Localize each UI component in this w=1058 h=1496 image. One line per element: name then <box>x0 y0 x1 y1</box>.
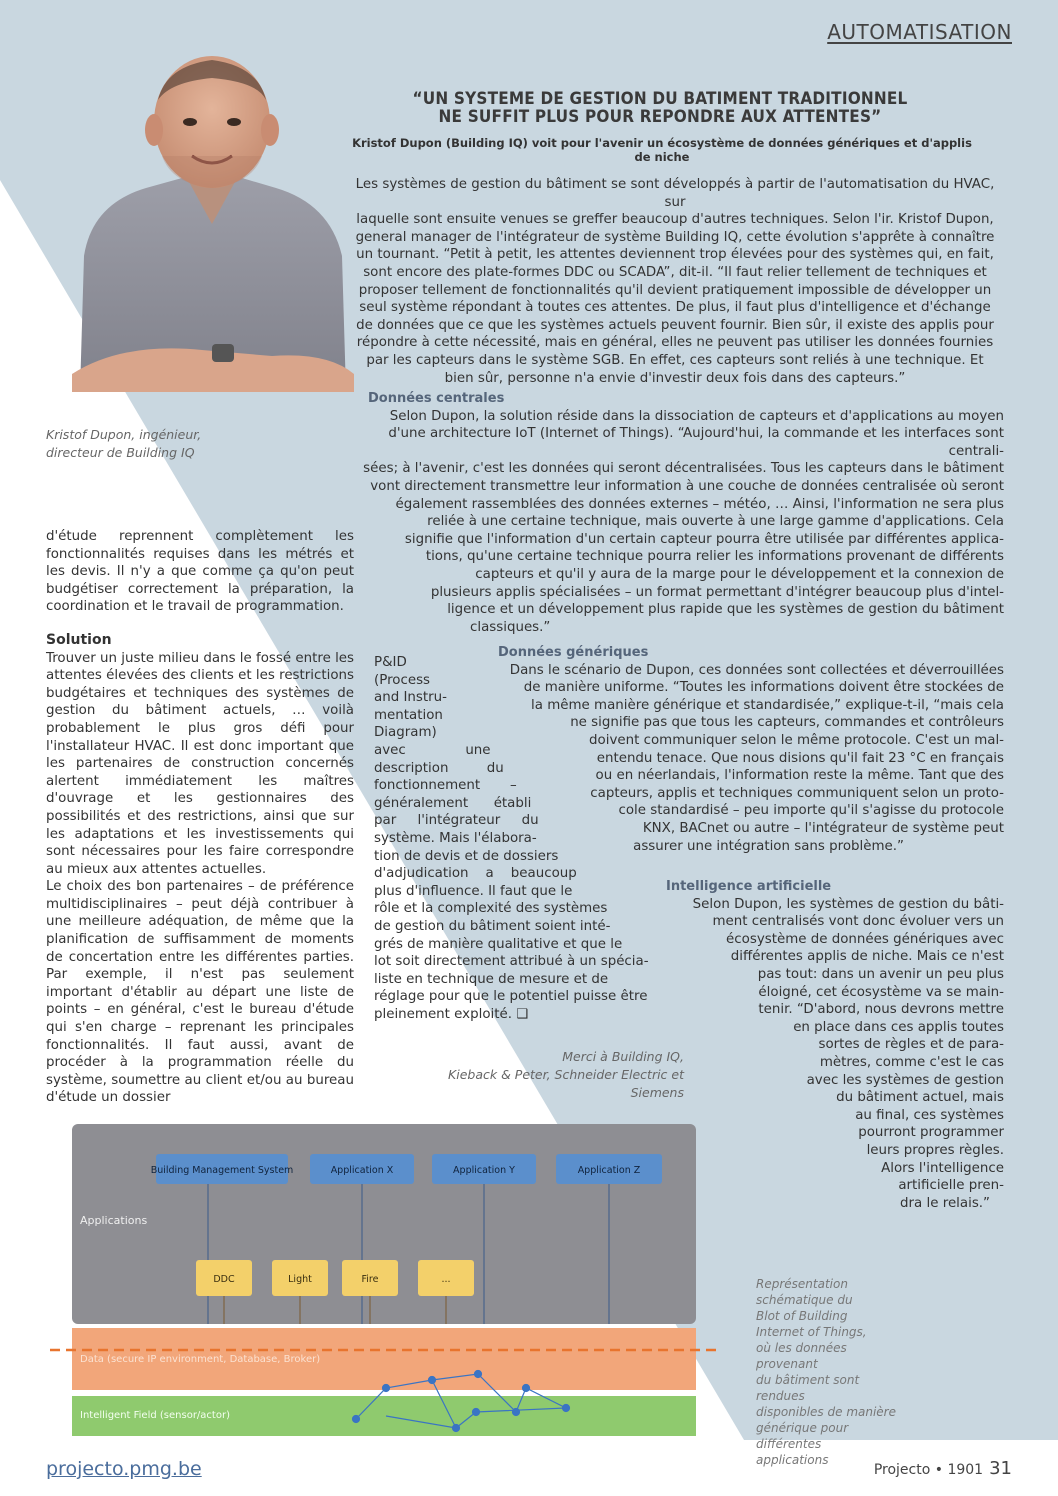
section-title: Solution <box>46 631 112 648</box>
data-layer-label: Data (secure IP environment, Database, Broker) <box>80 1354 321 1365</box>
section-title: Données génériques <box>498 645 649 660</box>
text-line: réglage pour que le potentiel puisse être <box>374 989 648 1005</box>
caption-line: du bâtiment sont rendues <box>756 1373 860 1403</box>
text-line: éloigné, cet écosystème va se main- <box>758 984 1004 1000</box>
section-title: Données centrales <box>368 391 505 406</box>
text-line: de manière uniforme. “Toutes les informations doivent être stockées de <box>523 680 1004 696</box>
thanks-line: Kieback & Peter, Schneider Electric et Siemens <box>448 1067 684 1100</box>
thanks-note <box>400 1048 684 1102</box>
text-line: Dans le scénario de Dupon, ces données sont collectées et déverrouillées <box>509 662 1004 678</box>
text-line: écosystème de données génériques avec <box>726 931 1004 947</box>
text-line: doivent communiquer selon le même protocole. C'est un mal- <box>589 732 1004 748</box>
text-line: fonctionnement – <box>374 778 517 794</box>
app-box <box>151 1154 294 1184</box>
text-line: capteurs, applis et techniques communiquent selon un proto- <box>590 785 1004 801</box>
text-line: dra le relais.” <box>900 1195 990 1211</box>
caption-line: Blot of Building <box>756 1309 848 1323</box>
text-line: pas tout: dans un avenir un peu plus <box>757 966 1004 982</box>
applications-label: Applications <box>80 1214 148 1227</box>
text-line: mentation <box>374 707 443 723</box>
text-line: par les capteurs dans le système SGB. En effet, ces capteurs sont reliés à une technique. Et <box>366 352 984 368</box>
tech-box-label: Fire <box>361 1274 379 1285</box>
text-line: Alors l'intelligence <box>881 1160 1004 1176</box>
text-line: and Instru- <box>374 690 447 706</box>
text-line: tion de devis et de dossiers <box>374 848 559 864</box>
tech-box <box>272 1260 328 1296</box>
text-line: lot soit directement attribué à un spécia- <box>374 954 649 970</box>
issue-label: Projecto • 1901 <box>873 1462 984 1478</box>
text-line: généralement établi <box>374 795 532 811</box>
text-line: ment centralisés vont donc évoluer vers un <box>712 914 1004 930</box>
text-line: sortes de règles et de para- <box>818 1037 1004 1053</box>
text-line: P&ID <box>374 655 407 670</box>
text-line: cole standardisé – peu importe qu'il s'agisse du protocole <box>618 803 1004 819</box>
text-line: leurs propres règles. <box>866 1142 1004 1158</box>
caption-line: disponibles de manière <box>756 1405 896 1419</box>
tech-box-label: DDC <box>213 1274 235 1285</box>
app-box <box>556 1154 662 1184</box>
paragraph: d'étude reprennent complètement les fonctionnalités requises dans les métrés et les devis. Il n'y a que comme ça qu'on peut budgétiser correctement la préparation, la coordination et le travail de programmation. <box>46 529 354 615</box>
iot-architecture-diagram <box>46 1116 726 1450</box>
text-line: capteurs et qu'il y aura de la marge pour le développement et la connexion de <box>475 566 1004 582</box>
text-line: en place dans ces applis toutes <box>793 1019 1004 1035</box>
text-line: seul système répondant à toutes ces attentes. De plus, il faut plus d'intelligence et d'échange <box>359 300 991 316</box>
text-line: avec les systèmes de gestion <box>806 1072 1004 1088</box>
article-subhead: Kristof Dupon (Building IQ) voit pour l'avenir un écosystème de données génériques et d'applis de niche <box>352 136 972 164</box>
caption-line: Représentation <box>756 1277 848 1291</box>
text-line: artificielle pren- <box>898 1178 1004 1194</box>
text-line: proposer tellement de fonctionnalités qu'il devient pratiquement impossible de développer un <box>358 282 992 298</box>
text-line: plusieurs applis spécialisées – un format permettant d'intégrer beaucoup plus d'intel- <box>430 584 1004 600</box>
text-line: vont directement transmettre leur information à une couche de données centralisée où seront <box>370 478 1004 494</box>
tech-box <box>418 1260 474 1296</box>
app-box-label: Building Management System <box>150 1165 294 1176</box>
portrait-photo <box>62 56 362 392</box>
text-line: avec une <box>374 742 491 758</box>
text-line: de données que ce que les systèmes actuels peuvent fournir. Bien sûr, il existe des applis pour <box>356 317 994 333</box>
text-line: sées; à l'avenir, c'est les données qui seront décentralisées. Tous les capteurs dans le bâtiment <box>363 461 1004 477</box>
tech-box <box>342 1260 398 1296</box>
photo-caption <box>46 426 226 462</box>
text-line: general manager de l'intégrateur de système Building IQ, cette évolution s'apprête à connaître <box>355 229 995 245</box>
photo-caption-line: directeur de Building IQ <box>46 445 195 460</box>
text-line: rôle et la complexité des systèmes <box>374 901 608 917</box>
page-footer <box>874 1458 1012 1479</box>
text-line: classiques.” <box>470 619 551 635</box>
text-line: de gestion du bâtiment soient inté- <box>374 918 611 934</box>
tech-box-label: ... <box>441 1274 451 1285</box>
text-line: du bâtiment actuel, mais <box>836 1090 1004 1106</box>
text-line: plus d'influence. Il faut que le <box>374 883 573 899</box>
text-line: signifie que l'information d'un certain capteur pourra être utilisée par différentes applica- <box>404 531 1004 547</box>
caption-line: applications <box>756 1453 829 1467</box>
app-box-label: Application Y <box>453 1165 515 1176</box>
thanks-line: Merci à Building IQ, <box>562 1049 684 1064</box>
text-line: (Process <box>374 672 431 688</box>
text-line: sont encore des plate-formes DDC ou SCADA”, dit-il. “Il faut relier tellement de techniques et <box>363 264 987 280</box>
section-title: Intelligence artificielle <box>666 879 832 894</box>
text-line: bien sûr, personne n'a envie d'investir deux fois dans des capteurs.” <box>444 370 906 386</box>
text-line: pourront programmer <box>858 1125 1004 1141</box>
section-label: AUTOMATISATION <box>827 20 1012 44</box>
app-box-label: Application X <box>330 1165 394 1176</box>
caption-line: Internet of Things, <box>756 1325 867 1339</box>
caption-line: générique pour différentes <box>756 1421 849 1451</box>
text-line: par l'intégrateur du <box>374 813 539 829</box>
text-line: grés de manière qualitative et que le <box>374 936 623 952</box>
middle-column <box>374 654 664 1023</box>
text-line: pleinement exploité. ❑ <box>374 1006 529 1022</box>
text-line: Selon Dupon, les systèmes de gestion du bâti- <box>692 896 1004 912</box>
tech-box-label: Light <box>288 1274 312 1285</box>
text-line: ou en néerlandais, l'information reste la même. Tant que des <box>595 768 1004 784</box>
paragraph: Trouver un juste milieu dans le fossé entre les attentes élevées des clients et les restrictions budgétaires et techniques des systèmes de gestion du bâtiment actuels, … voilà probablement le plus gros défi pour l'installateur HVAC. Il est donc important que les partenaires de construction concernés alertent immédiatement les maîtres d'ouvrage et les gestionnaires des possibilités et des restrictions, ainsi que sur les adaptations et les investissements qui sont nécessaires pour les faire correspondre au mieux aux attentes actuelles. <box>46 650 354 877</box>
page-number: 31 <box>989 1458 1012 1479</box>
lede-paragraph <box>346 176 1004 387</box>
caption-line: schématique du <box>756 1293 853 1307</box>
website-link[interactable]: projecto.pmg.be <box>46 1458 202 1480</box>
text-line: assurer une intégration sans problème.” <box>633 838 904 854</box>
text-line: ligence et un développement plus rapide que les systèmes de gestion du bâtiment <box>447 602 1004 618</box>
headline-line: “UN SYSTEME DE GESTION DU BATIMENT TRADITIONNEL <box>412 89 908 109</box>
text-line: liste en technique de mesure et de <box>374 971 609 987</box>
caption-line: où les données provenant <box>756 1341 847 1371</box>
app-box <box>310 1154 414 1184</box>
text-line: d'une architecture IoT (Internet of Things). “Aujourd'hui, la commande et les interfaces sont centrali- <box>388 426 1004 459</box>
text-line: tenir. “D'abord, nous devrons mettre <box>758 1002 1004 1018</box>
text-line: répondre à cette nécessité, mais en général, elles ne peuvent pas utiliser les données fournies <box>356 335 994 351</box>
field-layer-label: Intelligent Field (sensor/actor) <box>80 1410 230 1421</box>
headline-line: NE SUFFIT PLUS POUR REPONDRE AUX ATTENTES” <box>438 107 882 127</box>
text-line: tions, qu'une certaine technique pourra relier les informations provenant de différents <box>425 549 1004 565</box>
text-line: la même manière générique et standardisée,” explique-t-il, “mais cela <box>531 697 1004 713</box>
text-line: laquelle sont ensuite venues se greffer beaucoup d'autres techniques. Selon l'ir. Kristof Dupon, <box>356 212 994 228</box>
section-donnees-centrales <box>340 390 1004 636</box>
paragraph: Le choix des bon partenaires – de préférence multidisciplinaires – peut déjà contribuer à une meilleure adéquation, de même que la planification de suffisamment de moments de concertation entre les différentes parties. Par exemple, il n'est pas seulement important d'établir au départ une liste de points – en général, c'est le bureau d'étude qui s'en charge – reprenant les principales fonctionnalités. Il faut aussi, avant de procéder à la programmation réelle du système, soumettre au client et/ou au bureau d'étude un dossier <box>46 879 354 1106</box>
text-line: Diagram) <box>374 725 437 741</box>
text-line: description du <box>374 760 504 776</box>
app-box-label: Application Z <box>577 1165 641 1176</box>
left-column <box>46 528 354 1107</box>
text-line: différentes applis de niche. Mais ce n'est <box>730 949 1004 965</box>
text-line: système. Mais l'élabora- <box>374 830 537 846</box>
text-line: d'adjudication a beaucoup <box>374 866 577 882</box>
text-line: un tournant. “Petit à petit, les attentes deviennent trop élevées pour des systèmes qui, en fait, <box>356 247 994 263</box>
text-line: KNX, BACnet ou autre – l'intégrateur de système peut <box>642 820 1004 836</box>
photo-caption-line: Kristof Dupon, ingénieur, <box>46 427 202 442</box>
app-box <box>432 1154 536 1184</box>
text-line: également rassemblées des données externes – météo, … Ainsi, l'information ne sera plus <box>395 496 1004 512</box>
diagram-caption <box>756 1276 906 1468</box>
text-line: au final, ces systèmes <box>855 1107 1004 1123</box>
text-line: Les systèmes de gestion du bâtiment se sont développés à partir de l'automatisation du HVAC, sur <box>355 177 995 210</box>
tech-box <box>196 1260 252 1296</box>
text-line: reliée à une certaine technique, mais ouverte à une large gamme d'applications. Cela <box>427 514 1004 530</box>
article-headline <box>350 90 970 126</box>
text-line: Selon Dupon, la solution réside dans la dissociation de capteurs et d'applications au moyen <box>389 408 1004 424</box>
text-line: ne signifie pas que tous les capteurs, commandes et contrôleurs <box>570 715 1004 731</box>
text-line: mètres, comme c'est le cas <box>819 1054 1004 1070</box>
text-line: entendu tenace. Que nous disions qu'il fait 23 °C en français <box>596 750 1004 766</box>
